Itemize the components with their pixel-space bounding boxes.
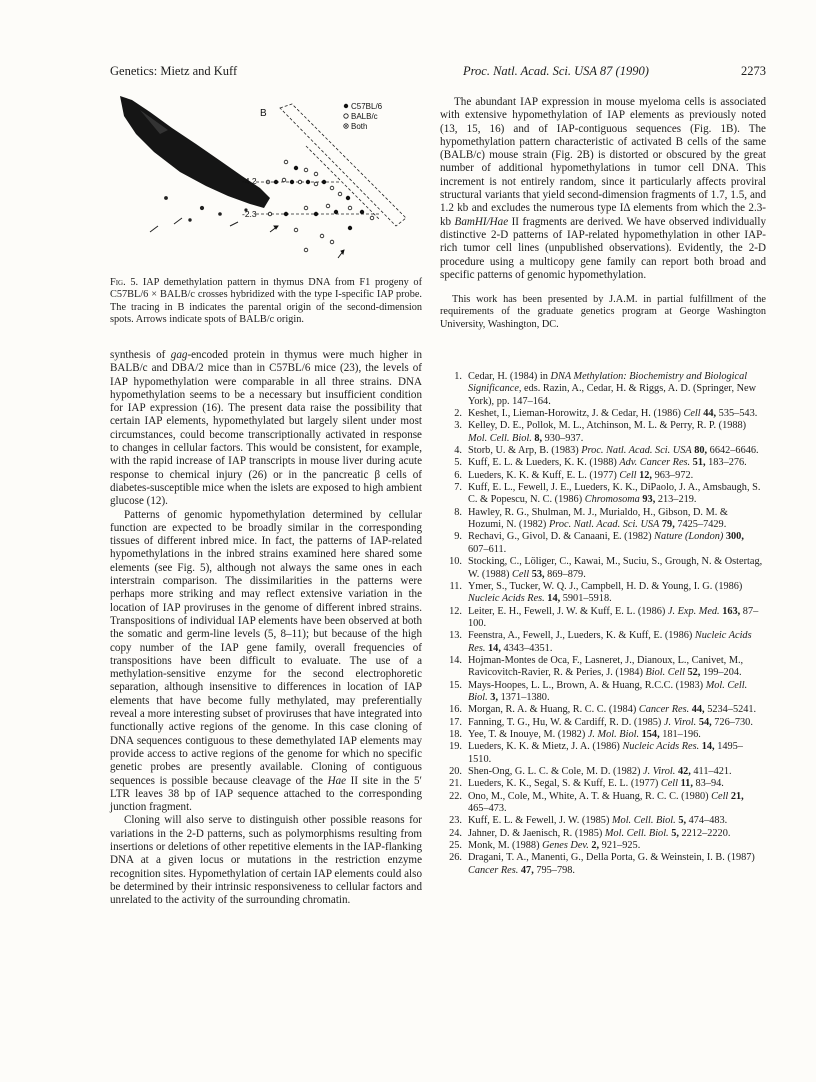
reference-text <box>468 507 766 532</box>
reference-authors: Dragani, T. A., Manenti, G., Della Porta, G. & Weinstein, I. B. (1987) <box>468 852 755 864</box>
reference-authors: Kuff, E. L., Fewell, J. E., Lueders, K. K., DiPaolo, J. A., Amsbaugh, S. C. & Popescu, N. C. (1986) <box>468 482 761 506</box>
reference-authors: Rechavi, G., Givol, D. & Canaani, E. (1982) <box>468 531 655 543</box>
reference-text <box>468 408 766 420</box>
reference-item <box>440 840 766 852</box>
reference-pages: 869–879. <box>544 568 586 580</box>
reference-item <box>440 717 766 729</box>
reference-volume: 51, <box>690 457 706 469</box>
paragraph-patterns <box>110 509 422 815</box>
reference-journal: J. Virol. <box>643 766 676 777</box>
reference-text <box>468 482 766 507</box>
reference-authors: Keshet, I., Lieman-Horowitz, J. & Cedar, H. (1986) <box>468 408 684 420</box>
reference-number: 3. <box>454 420 462 432</box>
reference-item <box>440 778 766 790</box>
reference-authors: Ono, M., Cole, M., White, A. T. & Huang, R. C. C. (1980) <box>468 790 712 802</box>
running-header-journal: Proc. Natl. Acad. Sci. USA 87 (1990) <box>463 64 649 78</box>
reference-pages: 4343–4351. <box>500 642 553 654</box>
reference-item <box>440 815 766 827</box>
reference-journal: Nature (London) <box>654 531 724 543</box>
reference-volume: 3, <box>487 691 499 703</box>
reference-pages: 930–937. <box>542 432 584 444</box>
reference-pages: 213–219. <box>655 494 697 506</box>
reference-text <box>468 704 766 716</box>
reference-text <box>468 852 766 877</box>
reference-volume: 54, <box>696 716 712 728</box>
text-run: Patterns of genomic hypomethylation determined by cellular function are expected to be broadly similar in the corresponding tissues of different inbred mice. In fact, the patterns of IAP-related hypomethylations in the inbred strains examined here shared some elements (see Fig. 5), although not always the same ones in each interstrain comparison. The dissimilarities in the patterns were perhaps more striking and may reflect extensive variation in the location of IAP proviruses in the genome of different inbred strains. Transpositions of individual IAP elements have been observed at both the somatic and germ-line levels (5, 8–11); but because of the high copy number of the IAP gene family, overall frequencies of transpositions have been difficult to evaluate. The use of a methylation-sensitive enzyme for the second electrophoretic separation, although insensitive to differences in location of IAP elements that have become fully methylated, may preferentially reveal a more interesting subset of proviruses that have integrated into functionally active regions of the genome. In this case cloning of DNA sequences contiguous to these demethylated IAP elements may provide access to active regions of the genome for which no specific genetic probes are presently available. Cloning of contiguous sequences is possible because cleavage of the <box>110 508 422 787</box>
reference-volume: 42, <box>675 766 691 777</box>
reference-journal: Mol. Cell. Biol. <box>468 432 532 444</box>
reference-pages: 607–611. <box>468 543 507 555</box>
reference-pages: 1371–1380. <box>498 691 550 703</box>
reference-number: 19. <box>449 741 462 753</box>
reference-number: 10. <box>449 556 462 568</box>
reference-volume: 14, <box>544 593 561 605</box>
enzyme-name: BamHI/Hae <box>454 215 509 228</box>
reference-volume: 2, <box>588 840 600 852</box>
reference-authors: Leiter, E. H., Fewell, J. W. & Kuff, E. L. (1986) <box>468 605 668 617</box>
reference-authors: Cedar, H. (1984) in <box>468 371 551 382</box>
reference-item <box>440 704 766 716</box>
reference-journal: Cell <box>711 790 729 802</box>
reference-authors: Ymer, S., Tucker, W. Q. J., Campbell, H. D. & Young, I. G. (1986) <box>468 580 743 592</box>
reference-journal: J. Virol. <box>663 716 697 728</box>
legend-both: Both <box>351 122 368 131</box>
reference-pages: eds. Razin, A., Cedar, H. & Riggs, A. D. (Springer, New York), pp. 147–164. <box>468 383 757 407</box>
reference-text <box>468 778 766 790</box>
size-marker-4.2: -4.2 <box>242 176 257 186</box>
reference-number: 8. <box>454 506 462 518</box>
reference-volume: 52, <box>684 667 701 679</box>
reference-volume: 79, <box>659 519 675 531</box>
reference-item <box>440 470 766 482</box>
reference-authors: Shen-Ong, G. L. C. & Cole, M. D. (1982) <box>468 766 644 777</box>
text-run: II fragments are derived. We have observed individually distinctive 2-D patterns of IAP-related hypomethylation in other IAP-rich tumor cell lines (unpublished observations). Evidently, the 2-D procedure using a multicopy gene family can report both broad and specific patterns of genomic hypomethylation. <box>440 215 766 281</box>
reference-text <box>468 445 766 457</box>
reference-number: 21. <box>449 778 462 790</box>
reference-text <box>468 791 766 816</box>
reference-journal: J. Mol. Biol. <box>587 728 640 740</box>
reference-volume: 11, <box>678 778 693 790</box>
reference-text <box>468 766 766 778</box>
reference-pages: 83–94. <box>692 778 724 790</box>
enzyme-name: Hae <box>327 774 347 787</box>
reference-journal: Cell <box>619 469 637 481</box>
reference-item <box>440 556 766 581</box>
reference-pages: 7425–7429. <box>674 519 727 531</box>
reference-journal: Adv. Cancer Res. <box>619 457 691 469</box>
reference-item <box>440 420 766 445</box>
reference-number: 9. <box>454 531 462 543</box>
reference-item <box>440 531 766 556</box>
reference-journal: Biol. Cell <box>645 667 685 679</box>
reference-item <box>440 445 766 457</box>
reference-volume: 44, <box>700 408 717 420</box>
figure-5-graphic <box>110 90 422 270</box>
reference-pages: 181–196. <box>659 728 701 740</box>
reference-journal: DNA Methylation: Biochemistry and Biological Significance, <box>468 371 748 395</box>
running-header-left: Genetics: Mietz and Kuff <box>110 64 238 78</box>
reference-volume: 300, <box>723 531 744 543</box>
reference-journal: Proc. Natl. Acad. Sci. USA <box>581 445 692 457</box>
reference-authors: Kuff, E. L. & Fewell, J. W. (1985) <box>468 815 612 827</box>
reference-item <box>440 791 766 816</box>
reference-volume: 53, <box>529 568 545 580</box>
text-run: The abundant IAP expression in mouse myeloma cells is associated with extensive hypomethylation of IAP elements as previously noted (13, 15, 16) and of IAP-contiguous sequences (Fig. 1B). The hypomethylation pattern characteristic of activated B cells of the same (BALB/c) mouse strain (Fig. 2B) is distorted or obscured by the great number of additional hypomethylations in tumor cell DNA. This increment is not entirely random, since it particularly affects proviral structural variants that yield second-dimension fragments of 1.7, 1.5, and 1.2 kb and excludes the numerous type IΔ elements from which the 2.3-kb <box>440 96 766 228</box>
reference-number: 5. <box>454 457 462 469</box>
reference-item <box>440 680 766 705</box>
reference-volume: 14, <box>485 642 501 654</box>
right-column <box>440 96 766 331</box>
legend <box>344 102 383 131</box>
balb-arrows <box>270 226 344 258</box>
reference-volume: 44, <box>689 704 705 716</box>
reference-text <box>468 655 766 680</box>
figure-5 <box>110 90 422 270</box>
reference-authors: Feenstra, A., Fewell, J., Lueders, K. & Kuff, E. (1986) <box>468 630 695 642</box>
tracing-band <box>280 104 406 226</box>
acknowledgment: This work has been presented by J.A.M. in partial fulfillment of the requirements of the graduate genetics program at George Washington University, Washington, DC. <box>440 294 766 330</box>
reference-authors: Yee, T. & Inouye, M. (1982) <box>468 728 588 740</box>
reference-volume: 5, <box>668 827 679 839</box>
reference-pages: 795–798. <box>533 864 575 876</box>
reference-journal: Cell <box>660 778 679 790</box>
reference-journal: Nucleic Acids Res. <box>468 630 752 654</box>
reference-journal: Nucleic Acids Res. <box>468 593 545 605</box>
reference-text <box>468 606 766 631</box>
reference-authors: Lueders, K. K. & Kuff, E. L. (1977) <box>468 469 620 481</box>
reference-volume: 163, <box>719 605 741 617</box>
reference-journal: J. Exp. Med. <box>667 605 720 617</box>
reference-number: 24. <box>449 827 462 839</box>
reference-authors: Mays-Hoopes, L. L., Brown, A. & Huang, R.C.C. (1983) <box>468 679 706 691</box>
reference-number: 20. <box>449 766 462 777</box>
reference-journal: Cell <box>511 568 530 580</box>
reference-item <box>440 606 766 631</box>
reference-volume: 47, <box>518 864 534 876</box>
reference-journal: Mol. Cell. Biol. <box>468 679 748 703</box>
reference-number: 13. <box>449 630 462 642</box>
reference-pages: 535–543. <box>716 408 758 420</box>
reference-pages: 5901–5918. <box>560 593 612 605</box>
reference-item <box>440 852 766 877</box>
reference-authors: Hojman-Montes de Oca, F., Lasneret, J., Dianoux, L., Canivet, M., Ravicovitch-Ravier, R. & Peries, J. (1984) <box>468 654 744 679</box>
reference-item <box>440 371 766 408</box>
legend-balb-marker <box>344 114 348 118</box>
reference-item <box>440 828 766 840</box>
caption-label: Fig. 5. <box>110 277 139 288</box>
reference-pages: 87–100. <box>468 605 759 629</box>
reference-authors: Monk, M. (1988) <box>468 840 543 852</box>
text-run: synthesis of <box>110 349 171 361</box>
legend-c57-marker <box>344 104 348 108</box>
reference-journal: Proc. Natl. Acad. Sci. USA <box>548 519 660 531</box>
reference-journal: Nucleic Acids Res. <box>622 741 700 753</box>
reference-text <box>468 531 766 556</box>
reference-number: 18. <box>449 728 462 740</box>
reference-text <box>468 717 766 729</box>
legend-c57: C57BL/6 <box>351 102 383 111</box>
reference-text <box>468 630 766 655</box>
reference-volume: 14, <box>699 741 715 753</box>
reference-text <box>468 729 766 741</box>
paragraph-myeloma <box>440 96 766 282</box>
reference-text <box>468 680 766 705</box>
reference-item <box>440 729 766 741</box>
autoradiograph-spots <box>150 197 247 232</box>
reference-authors: Kuff, E. L. & Lueders, K. K. (1988) <box>468 457 620 469</box>
text-run: II site in the 5′ LTR leaves 38 bp of IAP sequence attached to the corresponding junction fragment. <box>110 774 422 814</box>
reference-authors: Morgan, R. A. & Huang, R. C. C. (1984) <box>468 704 639 716</box>
reference-text <box>468 815 766 827</box>
reference-list <box>440 371 766 877</box>
reference-authors: Storb, U. & Arp, B. (1983) <box>468 445 582 457</box>
reference-number: 1. <box>454 371 462 382</box>
reference-pages: 183–276. <box>705 457 747 469</box>
reference-item <box>440 655 766 680</box>
reference-pages: 6642–6646. <box>707 445 759 457</box>
reference-text <box>468 581 766 606</box>
reference-pages: 726–730. <box>711 716 753 728</box>
reference-volume: 12, <box>636 469 652 481</box>
reference-authors: Hawley, R. G., Shulman, M. J., Murialdo, H., Gibson, D. M. & Hozumi, N. (1982) <box>468 506 728 531</box>
reference-number: 12. <box>449 605 462 617</box>
reference-number: 17. <box>449 716 462 728</box>
reference-pages: 411–421. <box>690 766 732 777</box>
reference-number: 2. <box>454 408 462 420</box>
legend-balb: BALB/c <box>351 112 378 121</box>
reference-volume: 154, <box>639 728 660 740</box>
reference-journal: Chromosoma <box>584 494 640 506</box>
reference-pages: 963–972. <box>652 469 694 481</box>
reference-volume: 93, <box>639 494 656 506</box>
reference-volume: 5, <box>675 815 687 827</box>
reference-item <box>440 766 766 778</box>
reference-item <box>440 482 766 507</box>
reference-item <box>440 408 766 420</box>
reference-number: 23. <box>449 815 462 827</box>
paragraph-continued <box>110 349 422 509</box>
reference-item <box>440 581 766 606</box>
reference-number: 15. <box>449 679 462 691</box>
reference-volume: 8, <box>531 432 543 444</box>
left-column <box>110 349 422 907</box>
reference-pages: 1495–1510. <box>468 741 743 765</box>
reference-text <box>468 470 766 482</box>
reference-authors: Stocking, C., Löliger, C., Kawai, M., Suciu, S., Grough, N. & Ostertag, W. (1988) <box>468 556 763 580</box>
reference-text <box>468 840 766 852</box>
reference-number: 26. <box>449 852 462 864</box>
gene-name: gag <box>170 349 188 361</box>
reference-number: 6. <box>454 469 462 481</box>
page-number: 2273 <box>741 64 766 78</box>
reference-authors: Lueders, K. K. & Mietz, J. A. (1986) <box>468 741 623 753</box>
reference-authors: Fanning, T. G., Hu, W. & Cardiff, R. D. (1985) <box>468 716 664 728</box>
reference-journal: Cell <box>683 408 701 420</box>
paragraph-cloning: Cloning will also serve to distinguish other possible reasons for variations in the 2-D patterns, such as polymorphisms resulting from insertions or deletions of other repetitive elements in the IAP-flanking DNA at a given locus or mutations in the restriction enzyme recognition sites. Hypomethylation of certain IAP elements could also be determined by their intrinsic responsiveness to cellular factors and unrelated to the activity of the surrounding chromatin. <box>110 814 422 907</box>
tracing-spots <box>266 160 374 252</box>
reference-pages: 465–473. <box>468 803 507 815</box>
reference-authors: Lueders, K. K., Segal, S. & Kuff, E. L. (1977) <box>468 778 661 790</box>
figure-caption <box>110 277 422 326</box>
reference-journal: Mol. Cell. Biol. <box>611 815 676 827</box>
reference-text <box>468 420 766 445</box>
reference-journal: Cancer Res. <box>468 864 519 876</box>
reference-number: 7. <box>454 482 462 494</box>
reference-journal: Mol. Cell. Biol. <box>604 827 669 839</box>
reference-item <box>440 741 766 766</box>
panel-b-label: B <box>260 108 267 119</box>
size-marker-2.3: -2.3 <box>242 209 257 219</box>
reference-item <box>440 457 766 469</box>
reference-pages: 921–925. <box>599 840 641 852</box>
reference-journal: Cancer Res. <box>638 704 690 716</box>
reference-journal: Genes Dev. <box>542 840 589 852</box>
reference-text <box>468 371 766 408</box>
reference-pages: 2212–2220. <box>678 827 731 839</box>
reference-text <box>468 741 766 766</box>
text-run: -encoded protein in thymus were much higher in BALB/c and DBA/2 mice than in C57BL/6 mice (23), the levels of IAP hypomethylation were comparable in all three strains. DNA hypomethylation seems to be a necessary but insufficient condition for IAP expression (16). The present data raise the possibility that certain IAP elements, hypomethylated but largely silent under most circumstances, could become transcriptionally activated in response to changes in cellular factors. This would be consistent, for example, with the rapid increase of IAP transcripts in mouse liver during acute response to chemical injury (26) or in the pancreatic β cells of diabetes-susceptible mice when the islets are exposed to high ambient glucose (12). <box>110 349 423 508</box>
reference-text <box>468 828 766 840</box>
reference-volume: 80, <box>691 445 708 457</box>
reference-number: 14. <box>449 654 462 666</box>
reference-authors: Kelley, D. E., Pollok, M. L., Atchinson, M. L. & Perry, R. P. (1988) <box>468 420 747 432</box>
reference-item <box>440 507 766 532</box>
reference-number: 16. <box>449 704 462 716</box>
reference-pages: 5234–5241. <box>704 704 757 716</box>
reference-authors: Jahner, D. & Jaenisch, R. (1985) <box>468 827 605 839</box>
caption-text: IAP demethylation pattern in thymus DNA from F1 progeny of C57BL/6 × BALB/c crosses hybridized with the type I-specific IAP probe. The tracing in B indicates the parental origin of the second-dimension spots. Arrows indicate spots of BALB/c origin. <box>110 277 423 325</box>
reference-number: 22. <box>449 790 462 802</box>
reference-text <box>468 556 766 581</box>
reference-pages: 199–204. <box>700 667 742 679</box>
reference-volume: 21, <box>728 790 744 802</box>
reference-number: 11. <box>449 580 462 592</box>
reference-text <box>468 457 766 469</box>
reference-number: 25. <box>449 840 462 852</box>
reference-pages: 474–483. <box>686 815 728 827</box>
reference-item <box>440 630 766 655</box>
reference-number: 4. <box>454 445 462 457</box>
